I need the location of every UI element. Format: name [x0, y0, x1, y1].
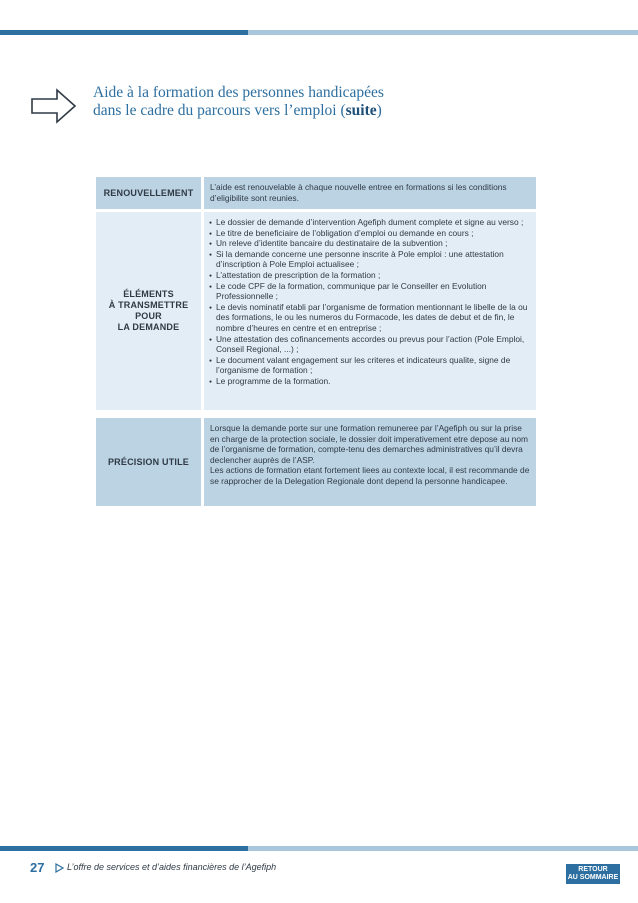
- footer-title: L’offre de services et d’aides financières de l’Agefiph: [67, 862, 277, 872]
- triangle-right-icon: [55, 863, 64, 873]
- title-suite: suite: [345, 102, 377, 119]
- list-item: ● Le titre de beneficiaire de l’obligation d’emploi ou demande en cours ;: [210, 228, 530, 239]
- row-label-precision: PRÉCISION UTILE: [96, 418, 201, 506]
- row-text-renouvellement: L’aide est renouvelable à chaque nouvelle entree en formations si les conditions d’eligibilite sont reunies.: [204, 177, 536, 209]
- list-item: ● Un releve d’identite bancaire du destinataire de la subvention ;: [210, 238, 530, 249]
- list-item: ● Le document valant engagement sur les criteres et indicateurs qualite, signe de l’organisme de formation ;: [210, 355, 530, 376]
- title-line-1: Aide à la formation des personnes handicapées: [93, 84, 384, 101]
- row-text-elements: [204, 212, 536, 410]
- table-row-renouvellement: [96, 177, 536, 209]
- top-rule: [0, 30, 638, 35]
- list-item: ● Le programme de la formation.: [210, 376, 530, 387]
- documents-list: [210, 217, 530, 387]
- row-label-elements: ÉLÉMENTS À TRANSMETTRE POUR LA DEMANDE: [96, 212, 201, 410]
- table-row-precision: [96, 418, 536, 506]
- precision-paragraph-1: Lorsque la demande porte sur une formation remuneree par l’Agefiph ou sur la prise en charge de la protection sociale, le dossier doit imperativement etre depose au nom de l’organisme de formation, compte-tenu des demarches administratives qu’il devra declencher auprès de l’ASP.: [210, 423, 528, 465]
- precision-paragraph-2: Les actions de formation etant fortement liees au contexte local, il est recommande de se rapprocher de la Delegation Regionale dont depend la personne handicapee.: [210, 465, 530, 486]
- list-item: ● Le code CPF de la formation, communique par le Conseiller en Evolution Professionnelle ;: [210, 281, 530, 302]
- page-number: 27: [30, 860, 45, 875]
- list-item: ● Le dossier de demande d’intervention Agefiph dument complete et signe au verso ;: [210, 217, 530, 228]
- arrow-right-icon: [30, 88, 78, 124]
- row-label-renouvellement: RENOUVELLEMENT: [96, 177, 201, 209]
- retour-sommaire-button[interactable]: RETOUR AU SOMMAIRE: [566, 864, 620, 884]
- table-row-elements: [96, 212, 536, 410]
- title-line-2: dans le cadre du parcours vers l’emploi (suite): [93, 102, 382, 119]
- list-item: ● Une attestation des cofinancements accordes ou prevus pour l’action (Pole Emploi, Conseil Regional, ...) ;: [210, 334, 530, 355]
- list-item: ● Le devis nominatif etabli par l’organisme de formation mentionnant le libelle de la ou des formations, le ou les numeros du Formacode, les dates de debut et de fin, le nombre d’heures en centre et en entreprise ;: [210, 302, 530, 334]
- row-text-precision: [204, 418, 536, 506]
- page-title: [93, 84, 513, 120]
- list-item: ● Si la demande concerne une personne inscrite à Pole emploi : une attestation d’inscription à Pole Emploi actualisee ;: [210, 249, 530, 270]
- bottom-rule: [0, 846, 638, 851]
- list-item: ● L’attestation de prescription de la formation ;: [210, 270, 530, 281]
